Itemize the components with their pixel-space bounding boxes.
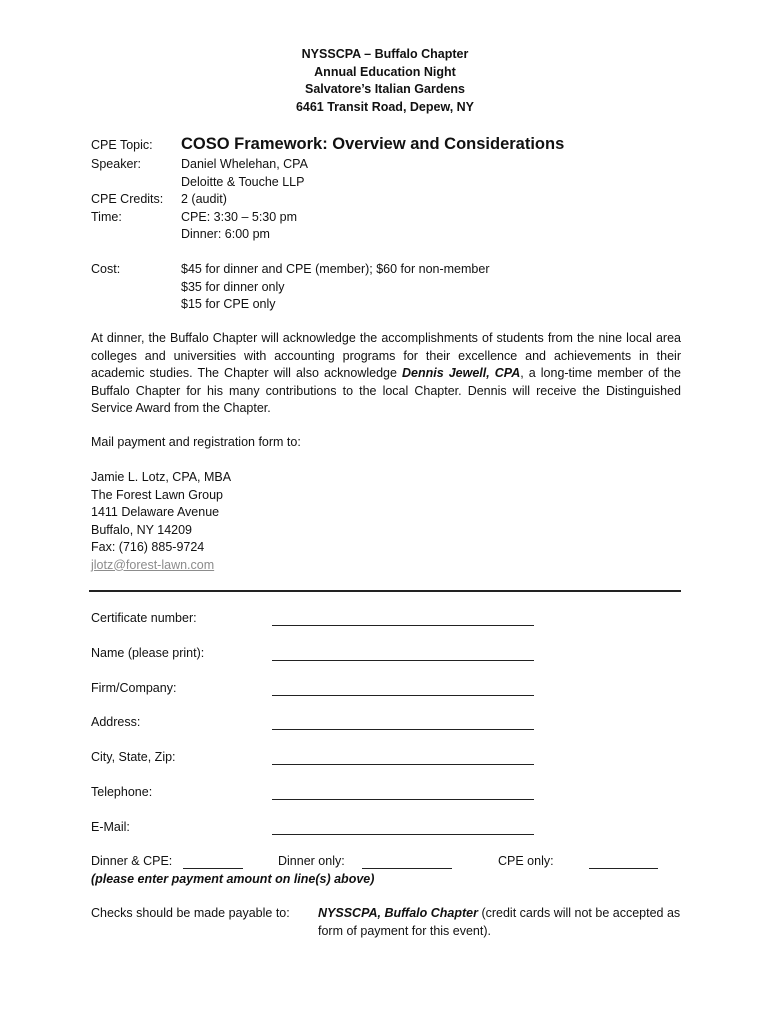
certificate-number-line[interactable] xyxy=(272,625,534,626)
section-divider xyxy=(89,590,681,592)
cost-cpe-only: $15 for CPE only xyxy=(181,297,276,311)
header-venue: Salvatore’s Italian Gardens xyxy=(304,82,466,96)
speaker-name: Daniel Whelehan, CPA xyxy=(181,157,308,171)
telephone-label: Telephone: xyxy=(91,785,153,799)
topic-row xyxy=(91,136,691,156)
speaker-row xyxy=(91,156,691,174)
dinner-cpe-label: Dinner & CPE: xyxy=(91,854,173,868)
dinner-cpe-line[interactable] xyxy=(183,868,243,869)
paragraph-text-1: At dinner, the Buffalo Chapter will acknowledge the accomplishments of students from the nine local area colleges and universities with accounting programs for their excellence and achievements in their academic studies. The Chapter will also acknowledge xyxy=(91,331,681,380)
city-state-zip-field xyxy=(91,749,551,767)
credits-value: 2 (audit) xyxy=(181,192,227,206)
header-event-name: Annual Education Night xyxy=(314,64,456,79)
header-chapter: NYSSCPA – Buffalo Chapter xyxy=(301,47,469,61)
speaker-firm: Deloitte & Touche LLP xyxy=(181,174,305,189)
cpe-only-label: CPE only: xyxy=(498,854,554,868)
time-row xyxy=(91,209,691,227)
dinner-only-label: Dinner only: xyxy=(278,854,345,868)
address-label: Address: xyxy=(91,715,141,729)
event-details xyxy=(91,136,691,314)
checks-note: (credit cards will not be accepted as form of payment for this event). xyxy=(318,906,681,938)
checks-payee-text xyxy=(318,905,683,940)
certificate-number-field xyxy=(91,610,551,628)
dinner-only-line[interactable] xyxy=(362,868,452,869)
time-dinner: Dinner: 6:00 pm xyxy=(181,227,270,241)
recipient-fax: Fax: (716) 885-9724 xyxy=(91,540,205,554)
mail-instruction: Mail payment and registration form to: xyxy=(91,435,301,449)
checks-label: Checks should be made payable to: xyxy=(91,906,290,920)
checks-payee: NYSSCPA, Buffalo Chapter xyxy=(318,906,478,920)
payment-amounts xyxy=(91,853,691,871)
firm-line[interactable] xyxy=(272,695,534,696)
certificate-number-label: Certificate number: xyxy=(91,611,197,625)
recipient-org: The Forest Lawn Group xyxy=(91,487,224,502)
recipient-email-link[interactable]: jlotz@forest-lawn.com xyxy=(91,557,215,572)
telephone-line[interactable] xyxy=(272,799,534,800)
firm-field xyxy=(91,680,551,698)
cost-label: Cost: xyxy=(91,262,121,276)
cost-member: $45 for dinner and CPE (member); $60 for non-member xyxy=(181,262,490,276)
payment-hint: (please enter payment amount on line(s) above) xyxy=(91,872,375,886)
mailing-address xyxy=(91,469,231,574)
cost-dinner-only: $35 for dinner only xyxy=(181,279,285,294)
city-state-zip-line[interactable] xyxy=(272,764,534,765)
firm-label: Firm/Company: xyxy=(91,681,177,695)
honoree-name: Dennis Jewell, CPA xyxy=(401,366,521,380)
header-venue-address: 6461 Transit Road, Depew, NY xyxy=(295,99,475,114)
name-label: Name (please print): xyxy=(91,646,205,660)
recipient-name: Jamie L. Lotz, CPA, MBA xyxy=(91,470,232,484)
speaker-label: Speaker: xyxy=(91,157,142,171)
address-field xyxy=(91,714,551,732)
topic-title: COSO Framework: Overview and Considerations xyxy=(181,135,565,153)
acknowledgement-paragraph xyxy=(91,330,681,418)
recipient-street: 1411 Delaware Avenue xyxy=(91,505,220,519)
cost-cpe-row xyxy=(91,296,691,314)
cost-row xyxy=(91,261,691,279)
credits-row xyxy=(91,191,691,209)
email-label: E-Mail: xyxy=(91,820,130,834)
time-cpe: CPE: 3:30 – 5:30 pm xyxy=(181,209,298,224)
time-label: Time: xyxy=(91,209,122,224)
cost-dinner-row xyxy=(91,279,691,297)
recipient-city: Buffalo, NY 14209 xyxy=(91,522,193,537)
topic-label: CPE Topic: xyxy=(91,138,153,152)
cpe-only-line[interactable] xyxy=(589,868,658,869)
city-state-zip-label: City, State, Zip: xyxy=(91,750,176,764)
email-line[interactable] xyxy=(272,834,534,835)
name-line[interactable] xyxy=(272,660,534,661)
time-dinner-row xyxy=(91,226,691,244)
event-header xyxy=(0,46,770,116)
email-field xyxy=(91,819,551,837)
name-field xyxy=(91,645,551,663)
credits-label: CPE Credits: xyxy=(91,192,164,206)
address-line[interactable] xyxy=(272,729,534,730)
telephone-field xyxy=(91,784,551,802)
speaker-firm-row xyxy=(91,174,691,192)
paragraph-text-2: , a long-time member of the Buffalo Chapter for his many contributions to the local Chapter. Dennis will receive the Distinguished Service Award from the Chapter. xyxy=(91,366,681,415)
